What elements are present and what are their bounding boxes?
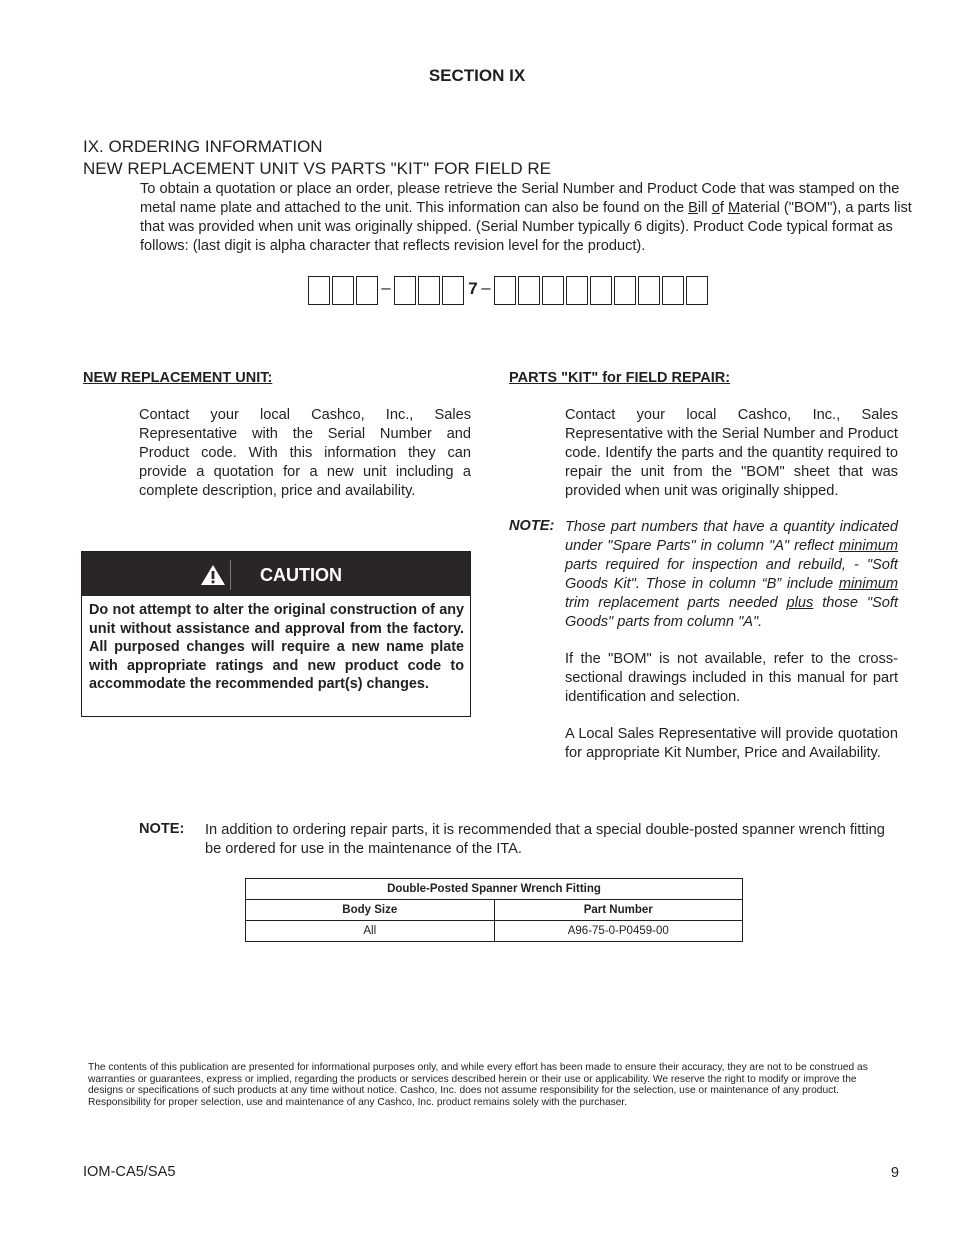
code-box (332, 276, 354, 305)
bom-unavailable-text: If the "BOM" is not available, refer to the cross-sectional drawings included in this manual for part identification and selection. (565, 651, 898, 705)
new-replacement-unit-heading: NEW REPLACEMENT UNIT: (83, 370, 273, 386)
document-id: IOM-CA5/SA5 (83, 1164, 176, 1180)
parts-note-text: Those part numbers that have a quantity indicated under "Spare Parts" in column "A" reflect minimum parts required for inspection and rebuild, - "Soft Goods Kit". Those in column “B” include minimum trim replacement parts needed plus those "Soft Goods" parts from column "A". (565, 519, 899, 630)
code-fixed-digit: 7 (468, 279, 478, 298)
parts-kit-text: Contact your local Cashco, Inc., Sales Representative with the Serial Number and Product code. Identify the parts and the quantity required to repair the unit from the "BOM" sheet that was provided when unit was originally shipped. (565, 407, 898, 499)
spanner-wrench-table (245, 878, 743, 942)
header-body-size: Body Size (246, 900, 495, 921)
caution-text: Do not attempt to alter the original construction of any unit without assistance and approval from the factory. All purposed changes will require a new name plate with appropriate ratings and new product code to accommodate the recommended part(s) changes. (89, 602, 464, 693)
code-box (590, 276, 612, 305)
header-part-number: Part Number (494, 900, 743, 921)
code-box (418, 276, 440, 305)
code-box (308, 276, 330, 305)
intro-paragraph: To obtain a quotation or place an order, please retrieve the Serial Number and Product Code that was stamped on the metal name plate and attached to the unit. This information can also be found on the Bill of Material ("BOM"), a parts list that was provided when unit was originally shipped. (Serial Number typically 6 digits). Product Code typical format as follows: (last digit is alpha character that reflects revision level for the product). (140, 181, 912, 254)
caution-title: CAUTION (260, 565, 342, 585)
code-box (356, 276, 378, 305)
code-box (566, 276, 588, 305)
code-box (518, 276, 540, 305)
disclaimer-text: The contents of this publication are presented for informational purposes only, and while every effort has been made to ensure their accuracy, they are not to be construed as warranties or guarantees, express or implied, regarding the products or services described herein or their use or applicability. We reserve the right to modify or improve the designs or specifications of such products at any time without notice. Cashco, Inc. does not assume responsibility for the selection, use or maintenance of any product. Responsibility for proper selection, use and maintenance of any Cashco, Inc. product remains solely with the purchaser. (88, 1062, 868, 1108)
table-title-row (246, 879, 743, 900)
caution-divider (230, 560, 231, 590)
parts-kit-heading: PARTS "KIT" for FIELD REPAIR: (509, 370, 731, 386)
code-box (442, 276, 464, 305)
code-box (638, 276, 660, 305)
code-box (542, 276, 564, 305)
table-header-row (246, 900, 743, 921)
wrench-note-text: In addition to ordering repair parts, it is recommended that a special double-posted spanner wrench fitting be ordered for use in the maintenance of the ITA. (205, 822, 885, 857)
wrench-note-label: NOTE: (139, 821, 185, 837)
page-number: 9 (890, 1165, 899, 1181)
heading-replacement-vs-kit: NEW REPLACEMENT UNIT VS PARTS "KIT" FOR FIELD RE (83, 159, 551, 178)
table-row (246, 921, 743, 942)
section-title: SECTION IX (428, 66, 526, 85)
code-box (686, 276, 708, 305)
caution-header (82, 552, 470, 596)
code-dash: – (481, 278, 491, 297)
new-replacement-unit-text: Contact your local Cashco, Inc., Sales Representative with the Serial Number and Product code. With this information they can provide a quotation for a new unit including a complete description, price and availability. (139, 407, 471, 499)
cell-part-number: A96-75-0-P0459-00 (494, 921, 743, 942)
code-dash: – (381, 278, 391, 297)
parts-note-label: NOTE: (509, 518, 555, 534)
product-code-format (308, 276, 710, 307)
code-box (494, 276, 516, 305)
table-title: Double-Posted Spanner Wrench Fitting (246, 879, 743, 900)
code-box (394, 276, 416, 305)
code-box (614, 276, 636, 305)
caution-box (81, 551, 471, 717)
heading-ordering-information: IX. ORDERING INFORMATION (83, 137, 323, 156)
warning-triangle-icon (200, 564, 226, 586)
cell-body-size: All (246, 921, 495, 942)
code-box (662, 276, 684, 305)
sales-rep-text: A Local Sales Representative will provide quotation for appropriate Kit Number, Price and Availability. (565, 726, 898, 761)
